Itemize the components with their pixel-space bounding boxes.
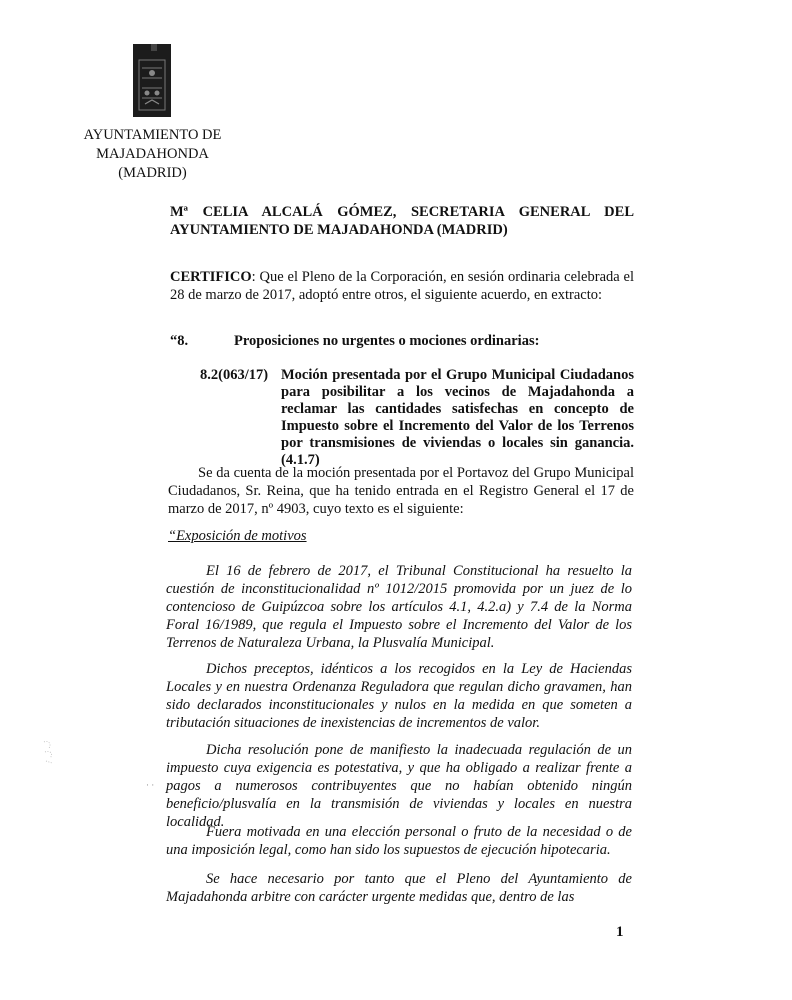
crest-detail-icon <box>137 56 167 114</box>
paragraph-2-text: Dichos preceptos, idénticos a los recogidos en la Ley de Haciendas Locales y en nuestra Ordenanza Reguladora que regulan dicho gravamen, han sido declarados inconstitucionales y nulos en la medida en que someten a tributación situaciones de inexistencias de incrementos de valor. <box>166 661 632 731</box>
org-line-1: AYUNTAMIENTO DE <box>83 127 222 143</box>
document-heading <box>170 203 634 239</box>
scan-dots-icon: · · <box>146 780 155 790</box>
paragraph-5-text: Se hace necesario por tanto que el Pleno del Ayuntamiento de Majadahonda arbitre con carácter urgente medidas que, dentro de las <box>166 871 632 905</box>
certifico-text: : Que el Pleno de la Corporación, en sesión ordinaria celebrada el 28 de marzo de 2017, adoptó entre otros, el siguiente acuerdo, en extracto: <box>170 269 634 303</box>
org-line-3: (MADRID) <box>118 165 187 181</box>
section-number: “8. <box>170 333 189 349</box>
motivos-paragraph-2 <box>166 660 632 732</box>
exposicion-title: “Exposición de motivos <box>168 528 307 544</box>
mocion-number: 8.2(063/17) <box>200 367 269 383</box>
motivos-paragraph-3 <box>166 741 632 831</box>
certifico-label: CERTIFICO <box>170 269 252 285</box>
intro-text: Se da cuenta de la moción presentada por el Portavoz del Grupo Municipal Ciudadanos, Sr. Reina, que ha tenido entrada en el Registro General el 17 de marzo de 2017, nº 4903, cuyo texto es el siguiente: <box>168 465 634 517</box>
intro-paragraph <box>168 464 634 518</box>
section-title: Proposiciones no urgentes o mociones ordinarias: <box>234 333 540 349</box>
motivos-paragraph-5 <box>166 870 632 906</box>
motivos-paragraph-4 <box>166 823 632 859</box>
heading-line-1: Mª CELIA ALCALÁ GÓMEZ, SECRETARIA GENERAL DEL <box>170 204 634 220</box>
paragraph-1-text: El 16 de febrero de 2017, el Tribunal Constitucional ha resuelto la cuestión de inconstitucionalidad nº 1012/2015 promovida por un juez de lo contencioso de Guipúzcoa sobre los artículos 4.1, 4.2.a) y 7.4 de la Norma Foral 16/1989, que regula el Impuesto sobre el Incremento del Valor de los Terrenos de Naturaleza Urbana, la Plusvalía Municipal. <box>166 563 632 651</box>
mocion-text: Moción presentada por el Grupo Municipal Ciudadanos para posibilitar a los vecinos de Majadahonda a reclamar las cantidades satisfechas en concepto de Impuesto sobre el Incremento del Valor de los Terrenos por transmisiones de viviendas o locales sin ganancia. (4.1.7) <box>281 367 634 468</box>
scan-artifact-icon <box>40 738 60 766</box>
certifico-paragraph <box>170 268 634 304</box>
paragraph-3-text: Dicha resolución pone de manifiesto la inadecuada regulación de un impuesto cuya exigencia es potestativa, y que ha obligado a realizar frente a pagos a numerosos contribuyentes que no habían obtenido ningún beneficio/plusvalía en la transmisión de viviendas y locales en nuestra localidad. <box>166 742 632 830</box>
paragraph-4-text: Fuera motivada en una elección personal o fruto de la necesidad o de una imposición legal, como han sido los supuestos de ejecución hipotecaria. <box>166 824 632 858</box>
motivos-paragraph-1 <box>166 562 632 652</box>
crown-icon <box>151 44 157 51</box>
org-line-2: MAJADAHONDA <box>96 146 209 162</box>
organization-name <box>70 126 235 183</box>
heading-line-2: AYUNTAMIENTO DE MAJADAHONDA (MADRID) <box>170 222 508 238</box>
page-number: 1 <box>616 924 624 940</box>
